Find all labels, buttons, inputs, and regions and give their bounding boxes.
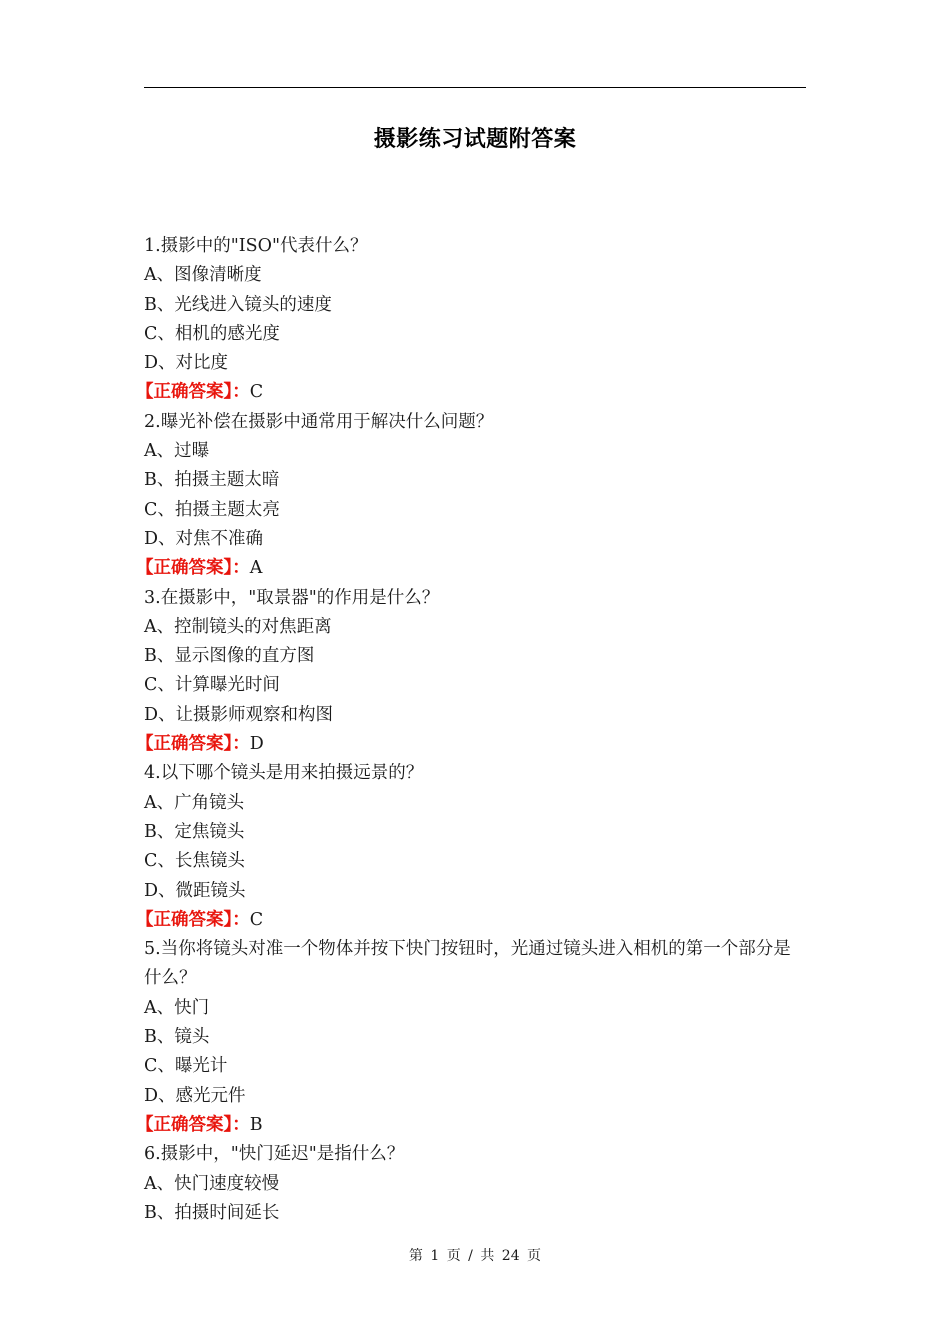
document-title: 摄影练习试题附答案	[373, 127, 577, 152]
answer-label: 【正确答案】：	[136, 1114, 250, 1135]
question-text: 3.在摄影中，"取景器"的作用是什么？	[144, 587, 440, 608]
answer-value: D	[249, 734, 264, 755]
answer-label: 【正确答案】：	[136, 909, 250, 930]
option-a: A、控制镜头的对焦距离	[144, 616, 332, 637]
answer-line	[136, 1111, 806, 1140]
option-c: C、计算曝光时间	[144, 675, 280, 696]
answer-label: 【正确答案】：	[136, 382, 250, 403]
option-d: D、感光元件	[144, 1085, 246, 1106]
option-b: B、光线进入镜头的速度	[144, 294, 332, 315]
option-d: D、对比度	[144, 353, 229, 374]
option-a: A、快门	[144, 997, 210, 1018]
question-list	[136, 232, 806, 1228]
answer-label: 【正确答案】：	[136, 734, 250, 755]
answer-label: 【正确答案】：	[136, 558, 250, 579]
question-text: 6.摄影中，"快门延迟"是指什么？	[144, 1144, 405, 1165]
answer-value: C	[249, 909, 264, 930]
answer-value: B	[249, 1114, 263, 1135]
page-footer: 第 1 页 / 共 24 页	[408, 1248, 542, 1264]
option-c: C、长焦镜头	[144, 851, 245, 872]
option-b: B、拍摄时间延长	[144, 1202, 280, 1223]
option-b: B、定焦镜头	[144, 821, 245, 842]
option-a: A、快门速度较慢	[144, 1173, 280, 1194]
option-a: A、过曝	[144, 441, 210, 462]
header-rule	[144, 87, 806, 88]
option-c: C、拍摄主题太亮	[144, 499, 280, 520]
option-d: D、让摄影师观察和构图	[144, 704, 334, 725]
answer-line	[136, 906, 806, 935]
option-c: C、相机的感光度	[144, 323, 280, 344]
option-c: C、曝光计	[144, 1056, 228, 1077]
option-a: A、图像清晰度	[144, 265, 262, 286]
option-d: D、微距镜头	[144, 880, 246, 901]
option-b: B、镜头	[144, 1027, 210, 1048]
question-text: 4.以下哪个镜头是用来拍摄远景的？	[144, 763, 424, 784]
option-a: A、广角镜头	[144, 792, 245, 813]
option-b: B、拍摄主题太暗	[144, 470, 280, 491]
option-b: B、显示图像的直方图	[144, 646, 315, 667]
question-text: 2.曝光补偿在摄影中通常用于解决什么问题？	[144, 411, 494, 432]
answer-line	[136, 730, 806, 759]
option-d: D、对焦不准确	[144, 528, 264, 549]
answer-line	[136, 378, 806, 407]
answer-value: C	[249, 382, 264, 403]
question-text: 1.摄影中的"ISO"代表什么？	[144, 236, 368, 256]
answer-value: A	[249, 558, 263, 579]
answer-line	[136, 554, 806, 583]
question-text: 5.当你将镜头对准一个物体并按下快门按钮时，光通过镜头进入相机的第一个部分是什么？	[144, 939, 791, 989]
